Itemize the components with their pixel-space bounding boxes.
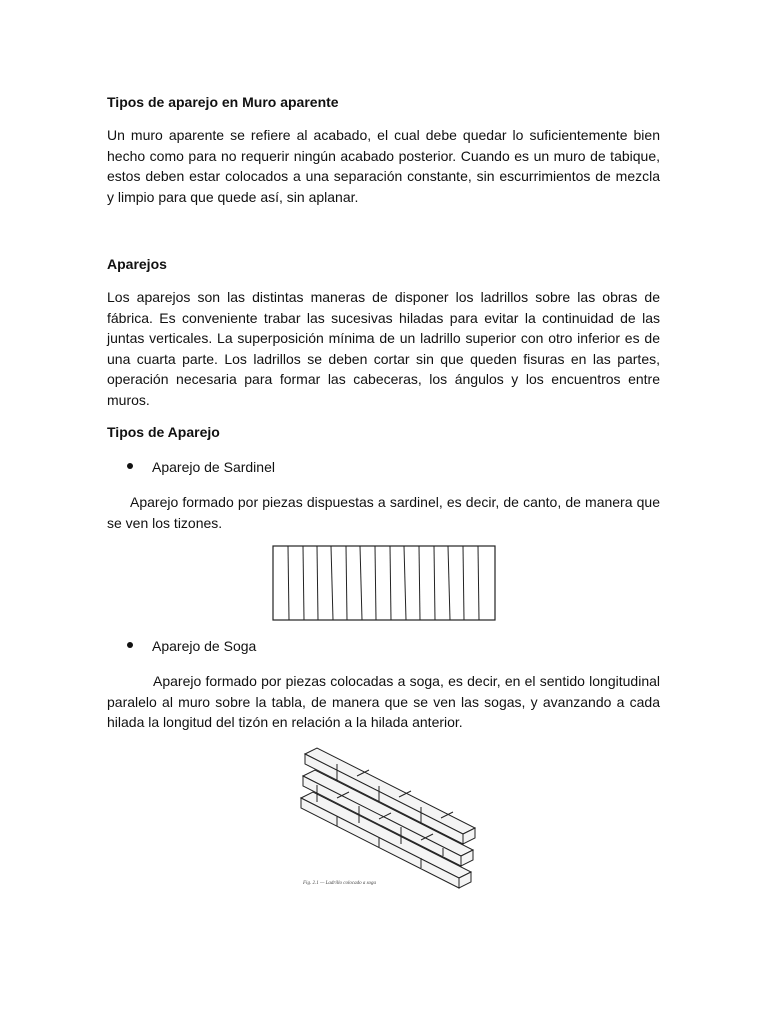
sardinel-bond-illustration bbox=[272, 545, 502, 623]
bullet-label: Aparejo de Sardinel bbox=[152, 459, 275, 475]
bullet-item-sardinel bbox=[127, 457, 275, 477]
bullet-icon bbox=[127, 463, 133, 469]
paragraph-soga: Aparejo formado por piezas colocadas a soga, es decir, en el sentido longitudinal paralelo al muro sobre la tabla, de manera que se ven las sogas, y avanzando a cada hilada la longitud del tizón en relación a la hilada anterior. bbox=[107, 673, 660, 730]
paragraph-muro-aparente: Un muro aparente se refiere al acabado, el cual debe quedar lo suficientemente bien hecho como para no requerir ningún acabado posterior. Cuando es un muro de tabique, estos deben estar colocados a una separación constante, sin escurrimientos de mezcla y limpio para que quede así, sin aplanar. bbox=[107, 127, 660, 205]
bullet-item-soga bbox=[127, 636, 256, 656]
section-title-tipos-de-aparejo: Tipos de Aparejo bbox=[107, 424, 220, 440]
paragraph-aparejos: Los aparejos son las distintas maneras de disponer los ladrillos sobre las obras de fábrica. Es conveniente trabar las sucesivas hiladas para evitar la continuidad de las juntas verticales. La superposición mínima de un ladrillo superior con otro inferior es de una cuarta parte. Los ladrillos se deben cortar sin que queden fisuras en las partes, operación necesaria para formar las cabeceras, los ángulos y los encuentros entre muros. bbox=[107, 289, 660, 408]
paragraph-sardinel: Aparejo formado por piezas dispuestas a sardinel, es decir, de canto, de manera que se ven los tizones. bbox=[107, 494, 660, 531]
soga-bond-illustration bbox=[297, 746, 477, 891]
section-title-aparejos: Aparejos bbox=[107, 256, 167, 272]
bullet-icon bbox=[127, 642, 133, 648]
figure-caption: Fig. 2.1 — Ladrillo colocado a soga bbox=[303, 881, 377, 886]
section-title-muro-aparente: Tipos de aparejo en Muro aparente bbox=[107, 94, 339, 110]
bullet-label: Aparejo de Soga bbox=[152, 638, 257, 654]
